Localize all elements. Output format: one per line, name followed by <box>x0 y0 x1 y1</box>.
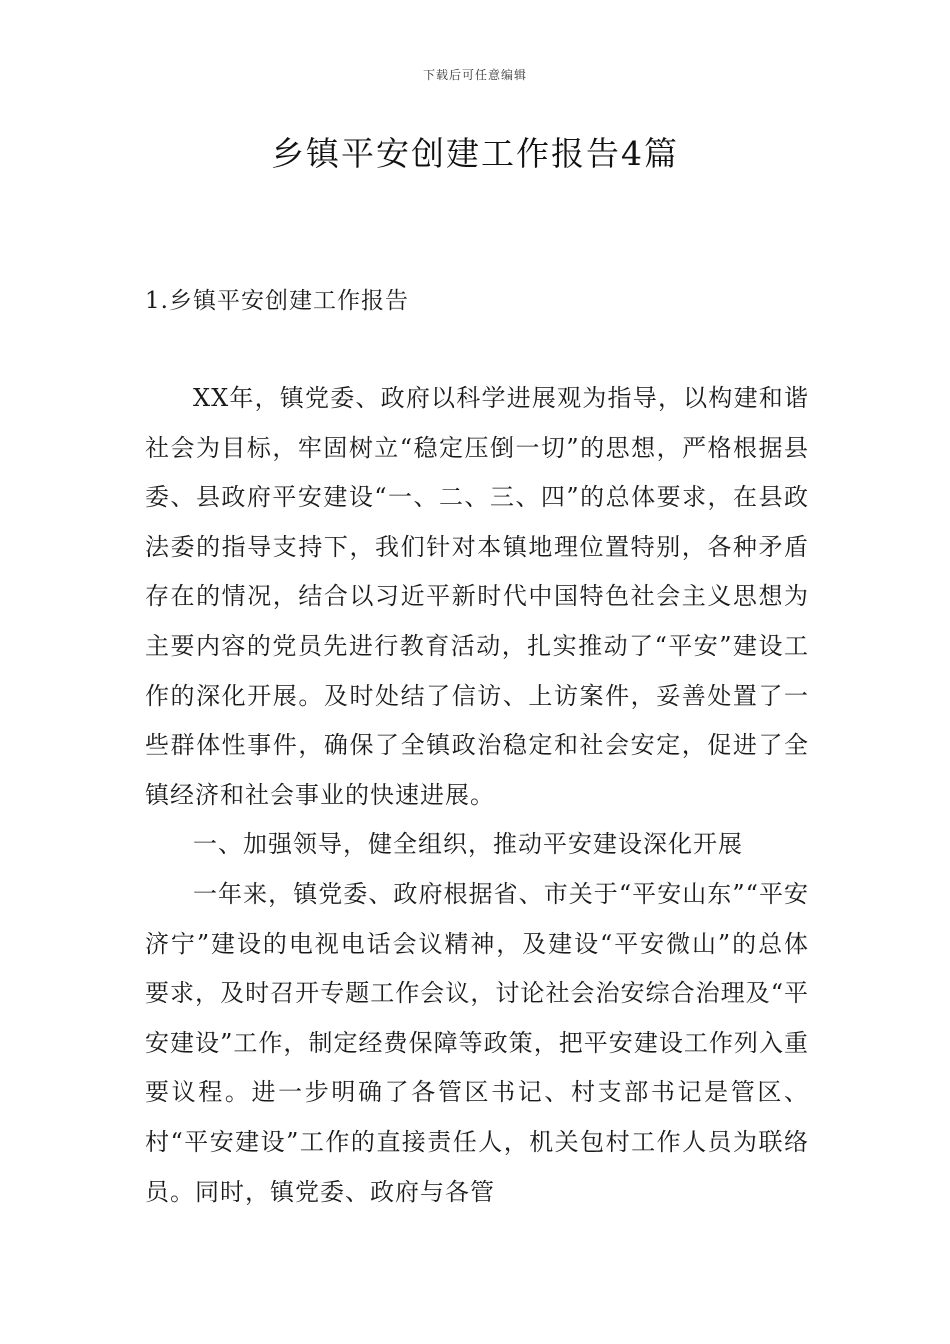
section-title: 1.乡镇平安创建工作报告 <box>145 288 409 314</box>
paragraph-heading-one: 一、加强领导，健全组织，推动平安建设深化开展 <box>193 830 743 859</box>
document-title: 乡镇平安创建工作报告4篇 <box>271 134 679 173</box>
paragraph-intro: XX年，镇党委、政府以科学进展观为指导，以构建和谐社会为目标，牢固树立“稳定压倒一切”的思想，严格根据县委、县政府平安建设“一、二、三、四”的总体要求，在县政法委的指导支持下，我们针对本镇地理位置特别，各种矛盾存在的情况，结合以习近平新时代中国特色社会主义思想为主要内容的党员先进行教育活动，扎实推动了“平安”建设工作的深化开展。及时处结了信访、上访案件，妥善处置了一些群体性事件，确保了全镇政治稳定和社会安定，促进了全镇经济和社会事业的快速进展。 <box>145 384 809 809</box>
header-note: 下载后可任意编辑 <box>422 68 527 82</box>
document-body <box>145 374 809 1217</box>
paragraph-year-summary: 一年来，镇党委、政府根据省、市关于“平安山东”“平安济宁”建设的电视电话会议精神，及建设“平安微山”的总体要求，及时召开专题工作会议，讨论社会治安综合治理及“平安建设”工作，制定经费保障等政策，把平安建设工作列入重要议程。进一步明确了各管区书记、村支部书记是管区、村“平安建设”工作的直接责任人，机关包村工作人员为联络员。同时，镇党委、政府与各管 <box>145 879 809 1206</box>
